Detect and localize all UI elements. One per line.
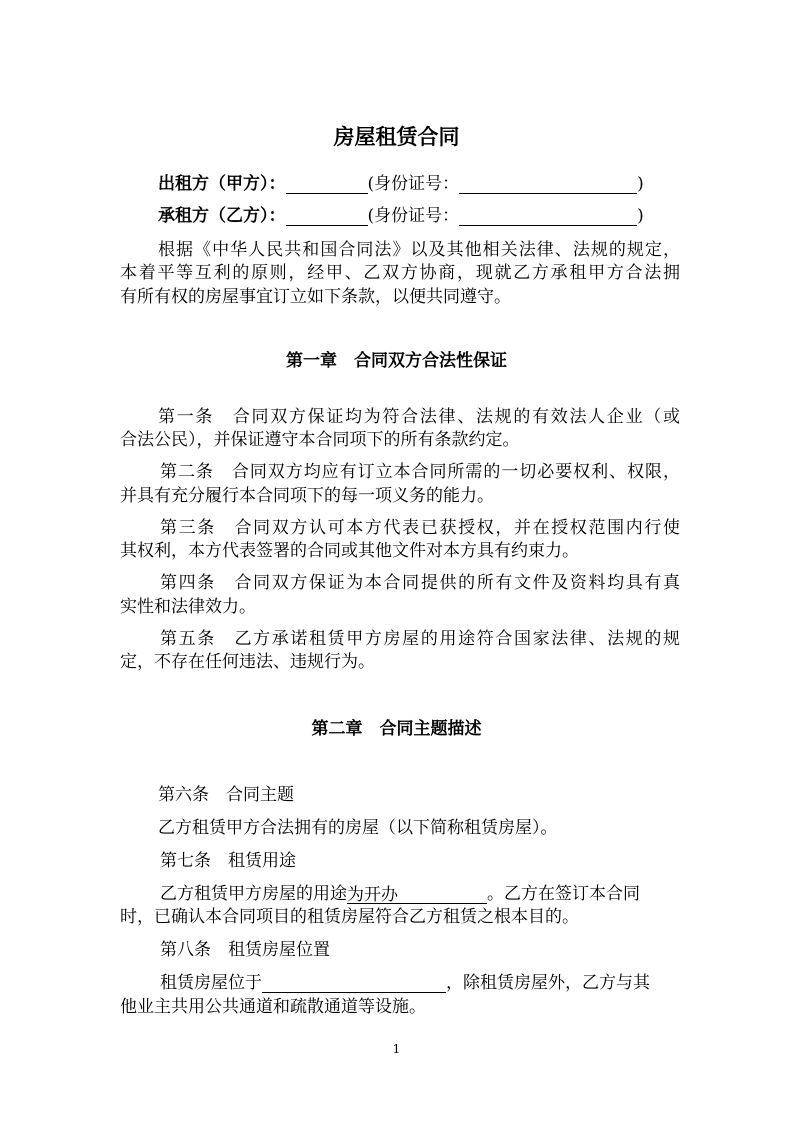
- article-5-line-2: 定，不存在任何违法、违规行为。: [120, 652, 375, 672]
- party-b-label: 承租方（乙方）：: [158, 206, 286, 226]
- article-6-heading: 第六条 合同主题: [158, 785, 294, 805]
- article-4-line-2: 实性和法律效力。: [120, 597, 256, 617]
- preamble-line-3: 有所有权的房屋事宜订立如下条款，以便共同遵守。: [120, 287, 511, 307]
- article-4-line-1: 第四条 合同双方保证为本合同提供的所有文件及资料均具有真: [160, 573, 680, 593]
- article-5-line-1: 第五条 乙方承诺租赁甲方房屋的用途符合国家法律、法规的规: [160, 629, 680, 649]
- party-b-id-close: ): [637, 206, 644, 226]
- article-8-line-1: [120, 973, 720, 993]
- party-a-line: [120, 174, 680, 194]
- party-b-name-blank[interactable]: [286, 207, 368, 226]
- party-a-id-blank[interactable]: [459, 175, 637, 194]
- article-3-line-1: 第三条 合同双方认可本方代表已获授权，并在授权范围内行使: [160, 518, 680, 538]
- article-6-body: 乙方租赁甲方合法拥有的房屋（以下简称租赁房屋）。: [158, 818, 558, 838]
- article-7-text-pre: 乙方租赁甲方房屋的用途: [160, 884, 347, 904]
- article-7-purpose-blank[interactable]: [347, 885, 487, 904]
- article-8-location-blank[interactable]: [262, 974, 446, 993]
- article-7-text-post: 。乙方在签订本合同: [487, 884, 640, 904]
- article-2-line-2: 并具有充分履行本合同项下的每一项义务的能力。: [120, 486, 494, 506]
- article-7-line-2: 时，已确认本合同项目的租赁房屋符合乙方租赁之根本目的。: [120, 907, 579, 927]
- page-number: 1: [392, 1042, 401, 1056]
- party-b-line: [120, 206, 680, 226]
- article-3-line-2: 其权利，本方代表签署的合同或其他文件对本方具有约束力。: [120, 541, 579, 561]
- party-b-id-label: (身份证号：: [367, 206, 460, 226]
- article-8-text-pre: 租赁房屋位于: [160, 973, 262, 993]
- article-8-heading: 第八条 租赁房屋位置: [160, 940, 330, 960]
- article-2-line-1: 第二条 合同双方均应有订立本合同所需的一切必要权利、权限，: [160, 462, 680, 482]
- party-b-id-blank[interactable]: [459, 207, 637, 226]
- party-a-label: 出租方（甲方）：: [158, 174, 286, 194]
- article-1-line-2: 合法公民），并保证遵守本合同项下的所有条款约定。: [120, 430, 520, 450]
- article-8-text-post: ，除租赁房屋外，乙方与其: [446, 973, 650, 993]
- document-title: 房屋租赁合同: [333, 124, 460, 149]
- article-7-purpose-fill: 为开办: [347, 885, 398, 905]
- article-7-heading: 第七条 租赁用途: [160, 851, 296, 871]
- preamble-line-2: 本着平等互利的原则，经甲、乙双方协商，现就乙方承租甲方合法拥: [120, 263, 680, 283]
- article-8-line-2: 他业主共用公共通道和疏散通道等设施。: [120, 997, 426, 1017]
- party-a-name-blank[interactable]: [286, 175, 368, 194]
- preamble-line-1: 根据《中华人民共和国合同法》以及其他相关法律、法规的规定，: [158, 240, 680, 260]
- party-a-id-close: ): [637, 174, 644, 194]
- article-1-line-1: 第一条 合同双方保证均为符合法律、法规的有效法人企业（或: [158, 407, 680, 427]
- party-a-id-label: (身份证号：: [367, 174, 460, 194]
- chapter-1-heading: 第一章 合同双方合法性保证: [286, 351, 507, 371]
- article-7-line-1: [120, 884, 720, 904]
- chapter-2-heading: 第二章 合同主题描述: [311, 719, 482, 739]
